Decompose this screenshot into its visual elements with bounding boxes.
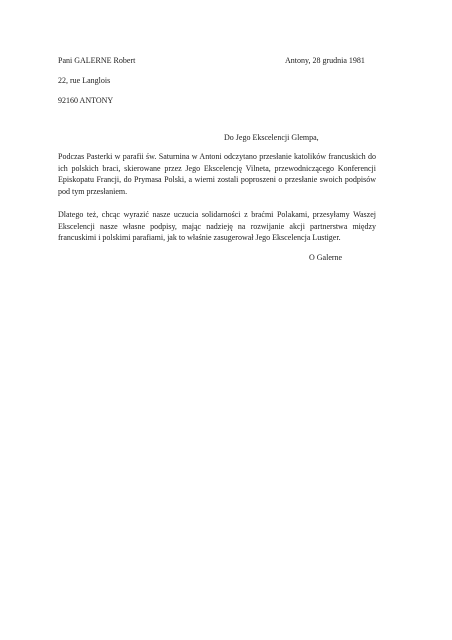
sender-postal-city: 92160 ANTONY: [58, 96, 114, 105]
body-paragraph-1: Podczas Pasterki w parafii św. Saturnina w Antoni odczytano przesłanie katolików francuskich do ich polskich braci, skierowane przez Jego Ekscelencję Vilneta, przewodniczącego Konferencji Episkopatu Francji, do Prymasa Polski, a wierni zostali poproszeni o przesłanie swoich podpisów pod tym przesłaniem.: [58, 152, 376, 196]
signature: O Galerne: [309, 253, 343, 262]
salutation: Do Jego Ekscelencji Glempa,: [224, 133, 319, 142]
body-paragraph-2: Dlatego też, chcąc wyrazić nasze uczucia solidarności z braćmi Polakami, przesyłamy Waszej Ekscelencji nasze własne podpisy, mając nadzieję na rozwijanie akcji partnerstwa między francuskimi i polskimi parafiami, jak to właśnie zasugerował Jego Ekscelencja Lustiger.: [58, 210, 376, 242]
sender-street: 22, rue Langlois: [58, 76, 111, 85]
place-and-date: Antony, 28 grudnia 1981: [285, 56, 365, 65]
sender-name: Pani GALERNE Robert: [58, 56, 136, 65]
